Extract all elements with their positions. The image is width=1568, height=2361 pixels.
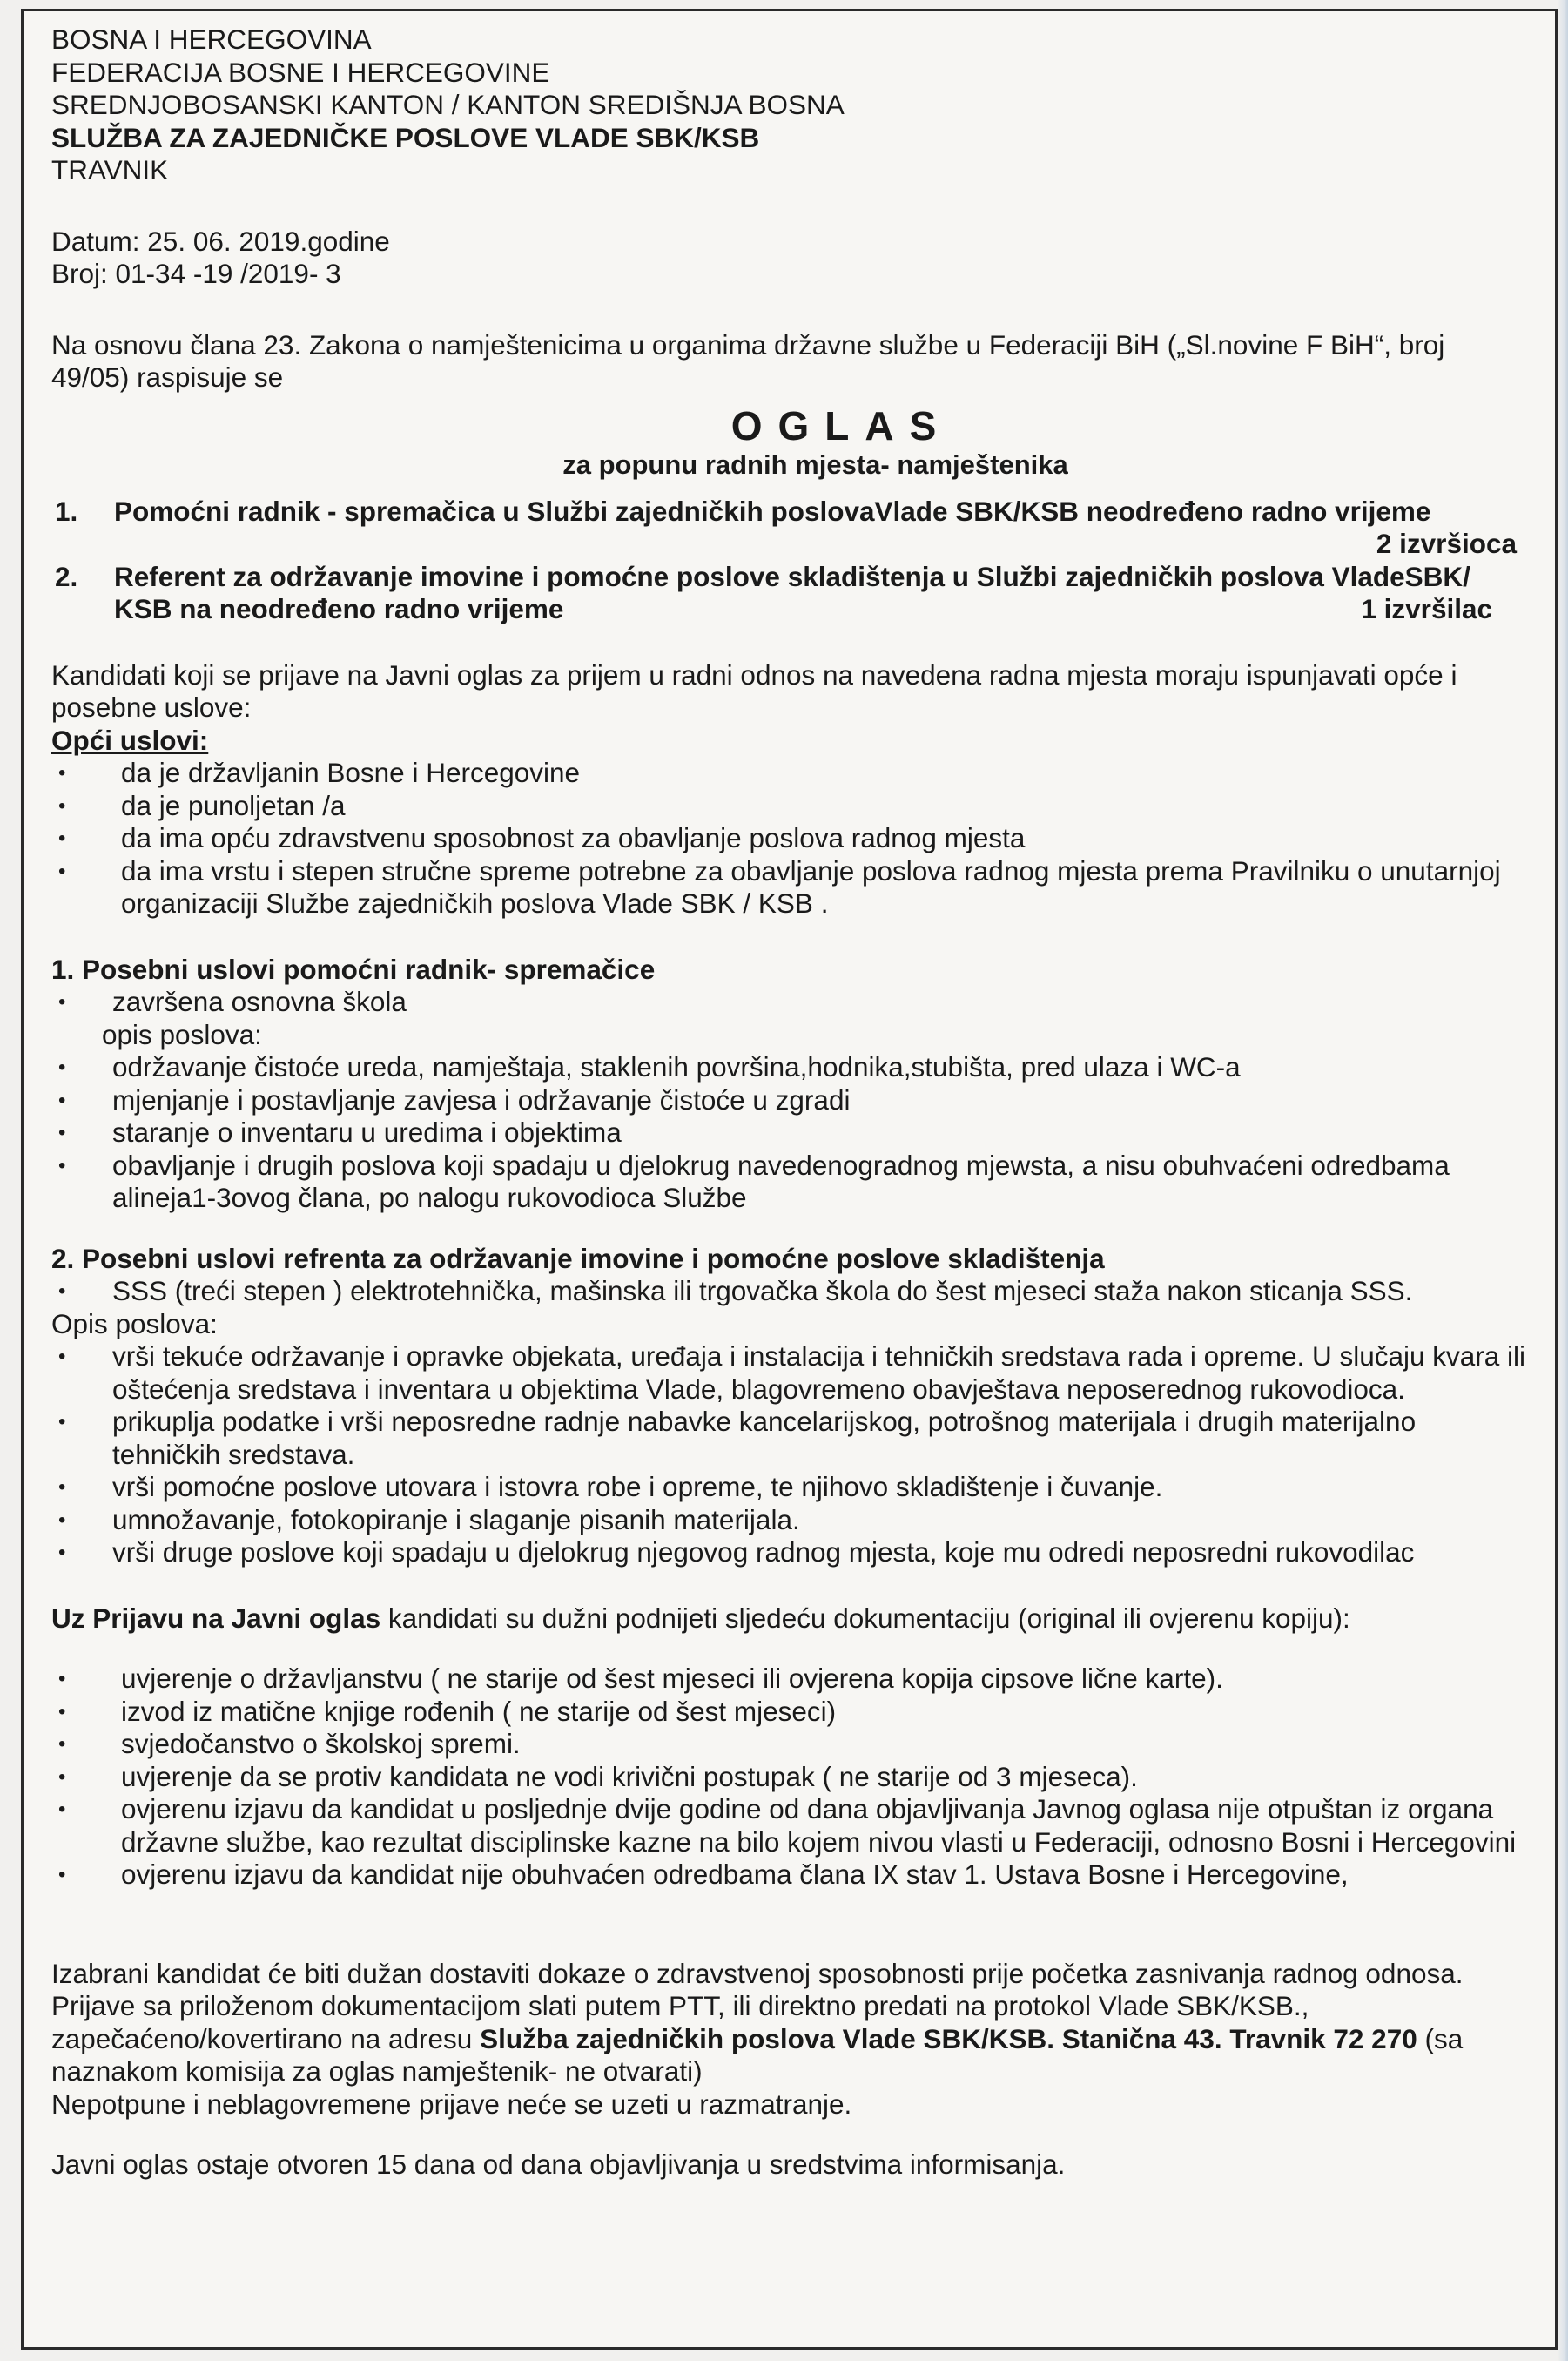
- list-item: • vrši pomoćne poslove utovara i istovra robe i opreme, te njihovo skladištenje i čuvanje.: [51, 1471, 1527, 1504]
- special-2-duties-list: [51, 1340, 1527, 1569]
- list-item: • ovjerenu izjavu da kandidat nije obuhvaćen odredbama člana IX stav 1. Ustava Bosne i Hercegovine,: [51, 1858, 1527, 1892]
- documents-list: [51, 1663, 1527, 1892]
- document-header: [51, 24, 1527, 187]
- list-item: • održavanje čistoće ureda, namještaja, staklenih površina,hodnika,stubišta, pred ulaza i WC-a: [51, 1051, 1527, 1084]
- list-item: • vrši tekuće održavanje i opravke objekata, uređaja i instalacija i tehničkih sredstava rada i opreme. U slučaju kvara ili oštećenja sredstava i inventara u objektima Vlade, blagovremeno obavještava neposerednog rukovodioca.: [51, 1340, 1527, 1406]
- positions-list: [51, 496, 1527, 626]
- document-date: Datum: 25. 06. 2019.godine: [51, 225, 390, 257]
- position-item: [51, 496, 1527, 529]
- submission-paragraph: [51, 1990, 1527, 2088]
- list-item: • umnožavanje, fotokopiranje i slaganje pisanih materijala.: [51, 1504, 1527, 1537]
- list-item: • ovjerenu izjavu da kandidat u posljednje dvije godine od dana objavljivanja Javnog oglasa nije otpuštan iz organa državne službe, kao rezultat disciplinske kazne na bilo kojem nivou vlasti u Federaciji, odnosno Bosni i Hercegovini: [51, 1793, 1527, 1858]
- list-item: • svjedočanstvo o školskoj spremi.: [51, 1728, 1527, 1761]
- general-conditions-heading: Opći uslovi:: [51, 724, 209, 756]
- position-number: 2.: [55, 560, 78, 592]
- special-conditions-2-heading: 2. Posebni uslovi refrenta za održavanje imovine i pomoćne poslove skladištenja: [51, 1242, 1105, 1274]
- announcement-subtitle: za popunu radnih mjesta- namještenika: [562, 449, 1068, 480]
- list-item: • uvjerenje o državljanstvu ( ne starije od šest mjeseci ili ovjerena kopija cipsove lične karte).: [51, 1663, 1527, 1696]
- candidates-paragraph: Kandidati koji se prijave na Javni oglas za prijem u radni odnos na navedena radna mjesta moraju ispunjavati opće i posebne uslove:: [51, 658, 1457, 723]
- special-1-duties-list: [51, 1051, 1527, 1215]
- header-service: SLUŽBA ZA ZAJEDNIČKE POSLOVE VLADE SBK/KSB: [51, 121, 760, 153]
- list-item: • vrši druge poslove koji spadaju u djelokrug njegovog radnog mjesta, koje mu odredi neposredni rukovodilac: [51, 1536, 1527, 1569]
- health-paragraph: Izabrani kandidat će biti dužan dostaviti dokaze o zdravstvenoj sposobnosti prije početka zasnivanja radnog odnosa.: [51, 1957, 1464, 1989]
- list-item: • SSS (treći stepen ) elektrotehnička, mašinska ili trgovačka škola do šest mjeseci staža nakon sticanja SSS.: [51, 1275, 1527, 1308]
- general-conditions-list: [51, 757, 1527, 921]
- position-count: 2 izvršioca: [1376, 528, 1517, 559]
- special-conditions-1-heading: 1. Posebni uslovi pomoćni radnik- spremačice: [51, 953, 656, 985]
- position-title: Referent za održavanje imovine i pomoćne poslove skladištenja u Službi zajedničkih poslova VladeSBK/: [114, 560, 1470, 592]
- position-title-continued: KSB na neodređeno radno vrijeme: [114, 593, 564, 624]
- special-2-education-list: [51, 1275, 1527, 1308]
- job-announcement-document: [21, 9, 1558, 2350]
- documents-lead-bold: Uz Prijavu na Javni oglas: [51, 1602, 381, 1634]
- position-title-continued-row: [51, 593, 1527, 626]
- list-item: • mjenjanje i postavljanje zavjesa i održavanje čistoće u zgradi: [51, 1084, 1527, 1117]
- list-item: • uvjerenje da se protiv kandidata ne vodi krivični postupak ( ne starije od 3 mjeseca).: [51, 1761, 1527, 1794]
- submission-note: (sa naznakom komisija za oglas namještenik- ne otvarati): [51, 2022, 1464, 2087]
- header-line-federation: FEDERACIJA BOSNE I HERCEGOVINE: [51, 56, 550, 88]
- documents-lead: [51, 1602, 1527, 1636]
- duties-label: opis poslova:: [102, 1018, 262, 1050]
- list-item: • da je državljanin Bosne i Hercegovine: [51, 757, 1527, 790]
- list-item: • prikuplja podatke i vrši neposredne radnje nabavke kancelarijskog, potrošnog materijala i drugih materijalno tehničkih sredstava.: [51, 1406, 1527, 1471]
- header-line-canton: SREDNJOBOSANSKI KANTON / KANTON SREDIŠNJA BOSNA: [51, 89, 845, 120]
- position-number: 1.: [55, 495, 78, 527]
- document-number: Broj: 01-34 -19 /2019- 3: [51, 258, 341, 289]
- special-1-education-list: [51, 986, 1527, 1019]
- list-item: • obavljanje i drugih poslova koji spadaju u djelokrug navedenogradnog mjewsta, a nisu obuhvaćeni odredbama alineja1-3ovog člana, po nalogu rukovodioca Službe: [51, 1150, 1527, 1215]
- open-period-notice: Javni oglas ostaje otvoren 15 dana od dana objavljivanja u sredstvima informisanja.: [51, 2149, 1066, 2180]
- intro-paragraph: Na osnovu člana 23. Zakona o namještenicima u organima državne službe u Federaciji BiH („Sl.novine F BiH“, broj 49/05) raspisuje se: [51, 328, 1445, 393]
- announcement-title: OGLAS: [730, 402, 952, 449]
- list-item: • staranje o inventaru u uredima i objektima: [51, 1116, 1527, 1150]
- page-edge: [1558, 0, 1568, 2361]
- position-count: 1 izvršilac: [1361, 593, 1492, 624]
- submission-address: Služba zajedničkih poslova Vlade SBK/KSB. Stanična 43. Travnik 72 270: [480, 2022, 1417, 2054]
- list-item: • da ima opću zdravstvenu sposobnost za obavljanje poslova radnog mjesta: [51, 822, 1527, 855]
- incomplete-notice: Nepotpune i neblagovremene prijave neće se uzeti u razmatranje.: [51, 2088, 852, 2120]
- list-item: • da je punoljetan /a: [51, 790, 1527, 823]
- position-item: [51, 561, 1527, 594]
- list-item: • izvod iz matične knjige rođenih ( ne starije od šest mjeseci): [51, 1696, 1527, 1729]
- list-item: • da ima vrstu i stepen stručne spreme potrebne za obavljanje poslova radnog mjesta prema Pravilniku o unutarnjoj organizaciji Službe zajedničkih poslova Vlade SBK / KSB .: [51, 855, 1527, 921]
- duties-label: Opis poslova:: [51, 1307, 218, 1339]
- header-city: TRAVNIK: [51, 154, 169, 186]
- documents-lead-rest: kandidati su dužni podnijeti sljedeću dokumentaciju (original ili ovjerenu kopiju):: [380, 1602, 1350, 1634]
- list-item: • završena osnovna škola: [51, 986, 1527, 1019]
- submission-text: Prijave sa priloženom dokumentacijom slati putem PTT, ili direktno predati na protokol Vlade SBK/KSB., zapečaćeno/kovertirano na adresu: [51, 1990, 1309, 2054]
- header-line-country: BOSNA I HERCEGOVINA: [51, 24, 372, 55]
- position-title: Pomoćni radnik - spremačica u Službi zajedničkih poslovaVlade SBK/KSB neodređeno radno vrijeme: [114, 495, 1431, 527]
